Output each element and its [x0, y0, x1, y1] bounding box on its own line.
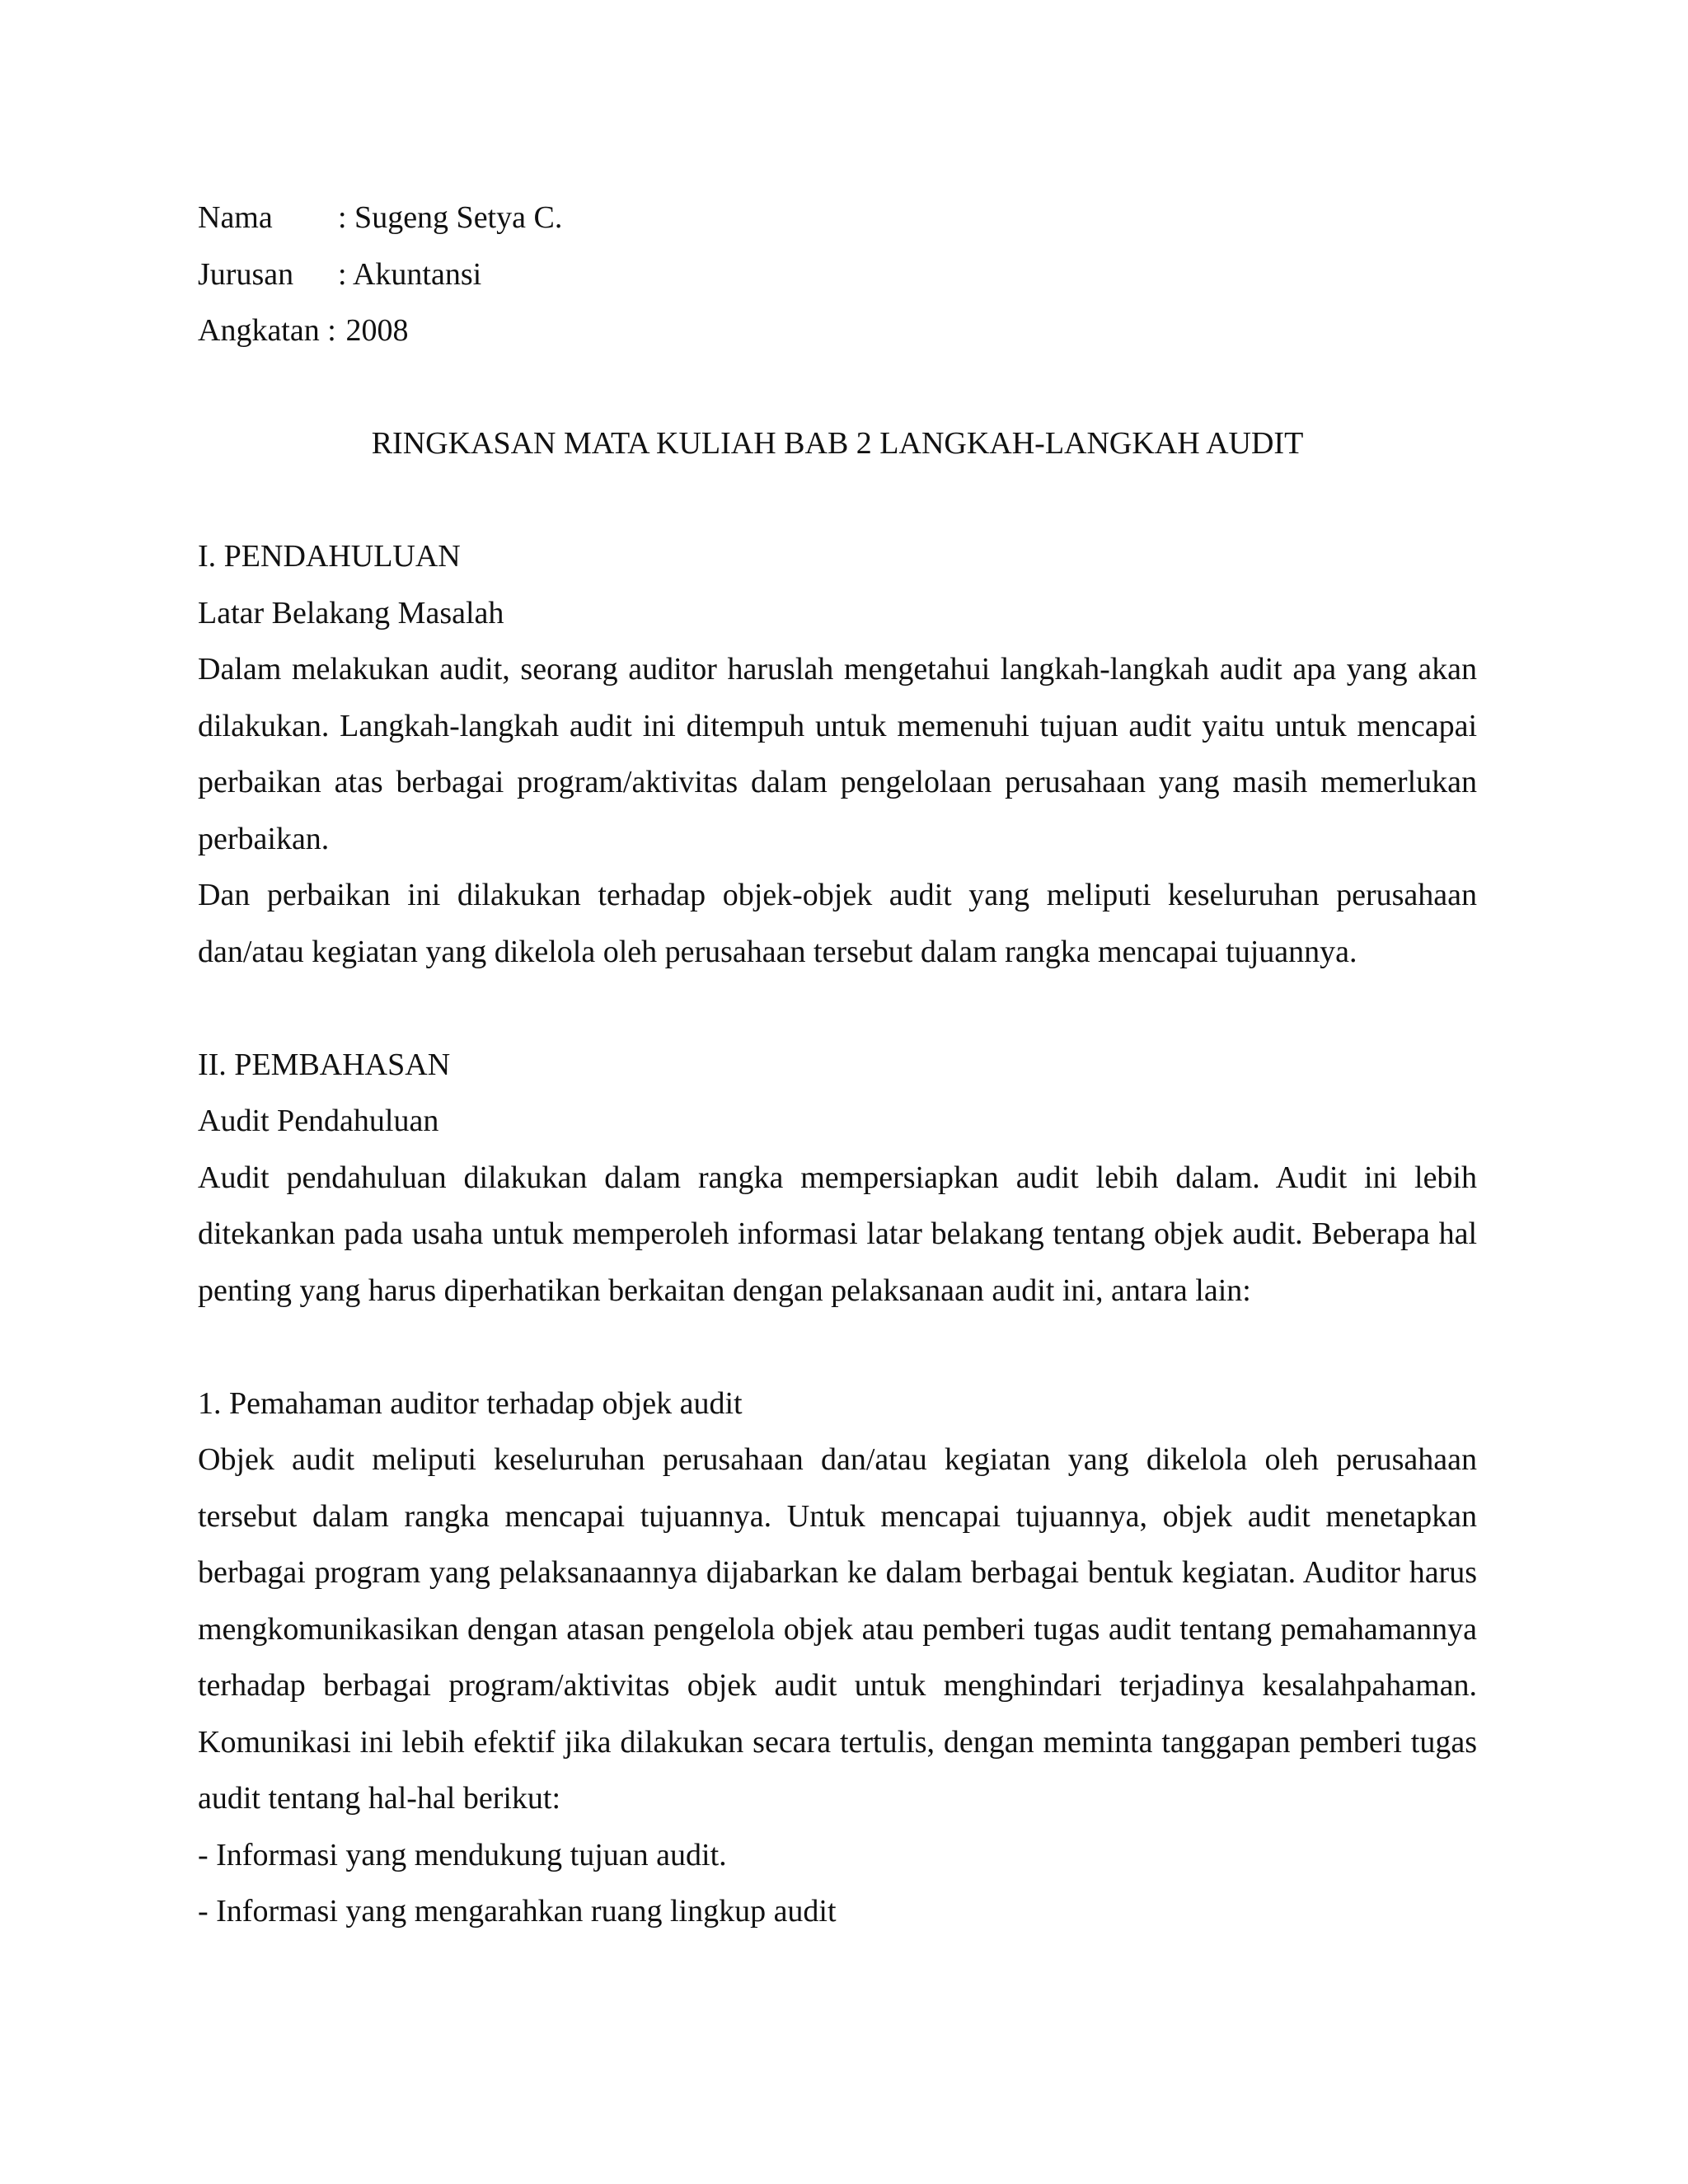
document-page [198, 190, 1477, 1940]
paragraph-audit-pendahuluan: Audit pendahuluan dilakukan dalam rangka mempersiapkan audit lebih dalam. Audit ini lebih ditekankan pada usaha untuk memperoleh informasi latar belakang tentang objek audit. Beberapa hal penting yang harus diperhatikan berkaitan dengan pelaksanaan audit ini, antara lain: [198, 1160, 1477, 1308]
info-label-angkatan: Angkatan : [198, 313, 336, 348]
paragraph-latar-belakang-2: Dan perbaikan ini dilakukan terhadap objek-objek audit yang meliputi keseluruhan perusahaan dan/atau kegiatan yang dikelola oleh perusahaan tersebut dalam rangka mencapai tujuannya. [198, 878, 1477, 969]
spacer [198, 472, 1477, 529]
info-value-jurusan: : Akuntansi [338, 256, 482, 292]
item-heading-pemahaman-auditor: 1. Pemahaman auditor terhadap objek audit [198, 1385, 743, 1421]
bullet-item: - Informasi yang mengarahkan ruang lingkup audit [198, 1894, 837, 1929]
bullet-item: - Informasi yang mendukung tujuan audit. [198, 1837, 727, 1872]
paragraph-pemahaman-auditor: Objek audit meliputi keseluruhan perusahaan dan/atau kegiatan yang dikelola oleh perusahaan tersebut dalam rangka mencapai tujuannya. Untuk mencapai tujuannya, objek audit menetapkan berbagai program yang pelaksanaannya dijabarkan ke dalam berbagai bentuk kegiatan. Auditor harus mengkomunikasikan dengan atasan pengelola objek atau pemberi tugas audit tentang pemahamannya terhadap berbagai program/aktivitas objek audit untuk menghindari terjadinya kesalahpahaman. Komunikasi ini lebih efektif jika dilakukan secara tertulis, dengan meminta tanggapan pemberi tugas audit tentang hal-hal berikut: [198, 1442, 1477, 1816]
subheading-latar-belakang: Latar Belakang Masalah [198, 595, 504, 630]
info-value-nama: : Sugeng Setya C. [338, 200, 563, 235]
info-row-nama [198, 190, 1477, 246]
subheading-audit-pendahuluan: Audit Pendahuluan [198, 1104, 439, 1138]
info-value-angkatan: 2008 [338, 313, 409, 348]
paragraph-latar-belakang-1: Dalam melakukan audit, seorang auditor haruslah mengetahui langkah-langkah audit apa yang akan dilakukan. Langkah-langkah audit ini ditempuh untuk memenuhi tujuan audit yaitu untuk mencapai perbaikan atas berbagai program/aktivitas dalam pengelolaan perusahaan yang masih memerlukan perbaikan. [198, 652, 1477, 856]
spacer [198, 980, 1477, 1037]
section-heading-pembahasan: II. PEMBAHASAN [198, 1047, 451, 1082]
info-label-nama: Nama [198, 200, 273, 235]
document-title: RINGKASAN MATA KULIAH BAB 2 LANGKAH-LANGKAH AUDIT [371, 426, 1304, 461]
info-row-angkatan [198, 302, 1477, 359]
spacer [198, 359, 1477, 416]
info-row-jurusan [198, 246, 1477, 303]
section-heading-pendahuluan: I. PENDAHULUAN [198, 539, 461, 574]
info-label-jurusan: Jurusan [198, 256, 294, 292]
spacer [198, 1319, 1477, 1376]
